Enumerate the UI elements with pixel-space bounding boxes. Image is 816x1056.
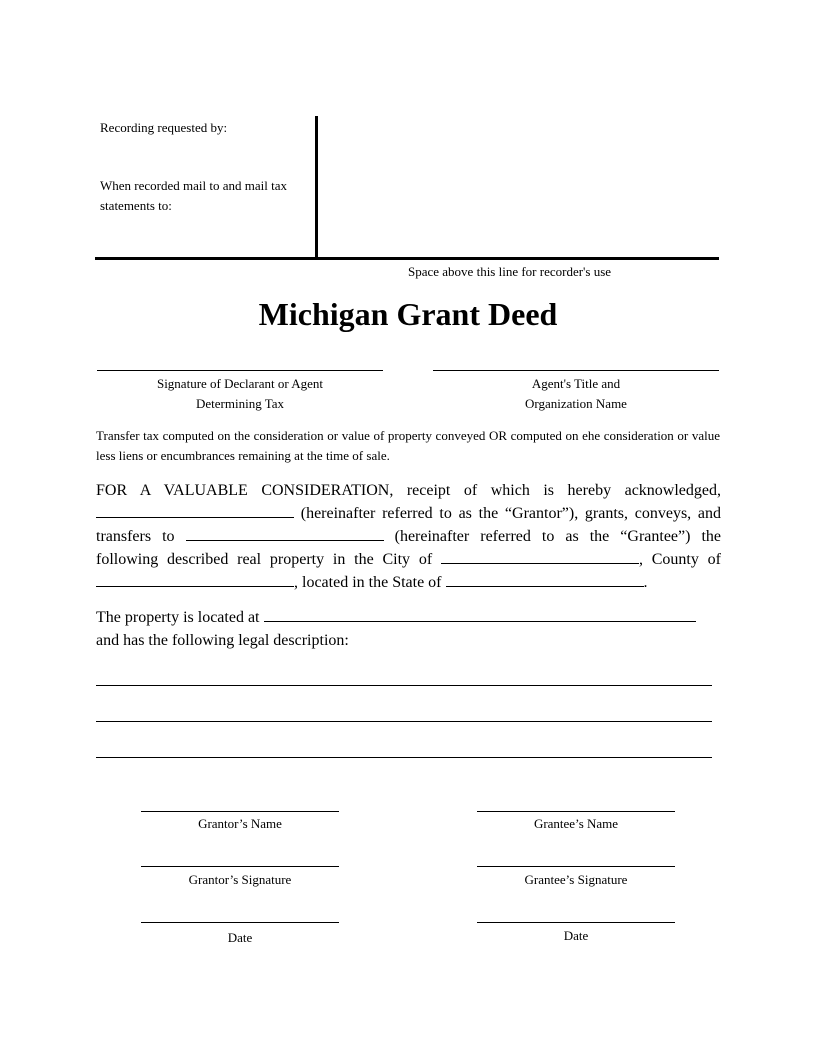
legal-description-line-3[interactable] xyxy=(96,757,712,758)
grantee-signature-caption: Grantee’s Signature xyxy=(524,872,628,887)
grantor-name-line[interactable] xyxy=(141,811,339,812)
declarant-caption: Signature of Declarant or Agent Determining Tax xyxy=(156,376,324,411)
recorder-divider-line xyxy=(95,257,719,260)
grantee-date-caption: Date xyxy=(563,928,589,943)
declarant-signature-line[interactable] xyxy=(97,370,383,371)
legal-description-line-1[interactable] xyxy=(96,685,712,686)
grantor-signature-line[interactable] xyxy=(141,866,339,867)
tax-note: Transfer tax computed on the consideration or value of property conveyed OR computed on ehe consideration or value less liens or encumbrances remaining at the time of sale. xyxy=(96,428,720,463)
grantor-signature-caption: Grantor’s Signature xyxy=(188,872,292,887)
grantee-name-line[interactable] xyxy=(477,811,675,812)
legal-description-label: and has the following legal description: xyxy=(96,632,349,649)
agent-title-line[interactable] xyxy=(433,370,719,371)
property-address-blank[interactable] xyxy=(264,607,696,622)
grantee-date-line[interactable] xyxy=(477,922,675,923)
city-blank[interactable] xyxy=(441,549,639,564)
grantor-name-caption: Grantor’s Name xyxy=(198,816,282,831)
header-vertical-divider xyxy=(315,116,318,259)
recording-requested-label: Recording requested by: xyxy=(100,120,228,135)
state-blank[interactable] xyxy=(446,572,644,587)
recorder-note: Space above this line for recorder's use xyxy=(408,264,612,279)
page-title: Michigan Grant Deed xyxy=(258,296,558,332)
grantor-date-caption: Date xyxy=(227,930,253,945)
grantor-name-blank[interactable] xyxy=(96,503,294,518)
consideration-paragraph: FOR A VALUABLE CONSIDERATION, receipt of which is hereby acknowledged, (hereinafter referred to as the “Grantor”), grants, conveys, and transfers to (hereinafter referred to as the “Grantee”) the following described real property in the City of , County of , located in the State of . xyxy=(96,482,722,591)
mail-to-label: When recorded mail to and mail tax statements to: xyxy=(100,178,287,213)
legal-description-line-2[interactable] xyxy=(96,721,712,722)
grantee-signature-line[interactable] xyxy=(477,866,675,867)
county-blank[interactable] xyxy=(96,572,294,587)
grantee-name-blank[interactable] xyxy=(186,526,384,541)
grantee-name-caption: Grantee’s Name xyxy=(533,816,619,831)
agent-title-caption: Agent's Title and Organization Name xyxy=(525,376,627,411)
grantor-date-line[interactable] xyxy=(141,922,339,923)
property-location-line: The property is located at xyxy=(96,606,721,629)
